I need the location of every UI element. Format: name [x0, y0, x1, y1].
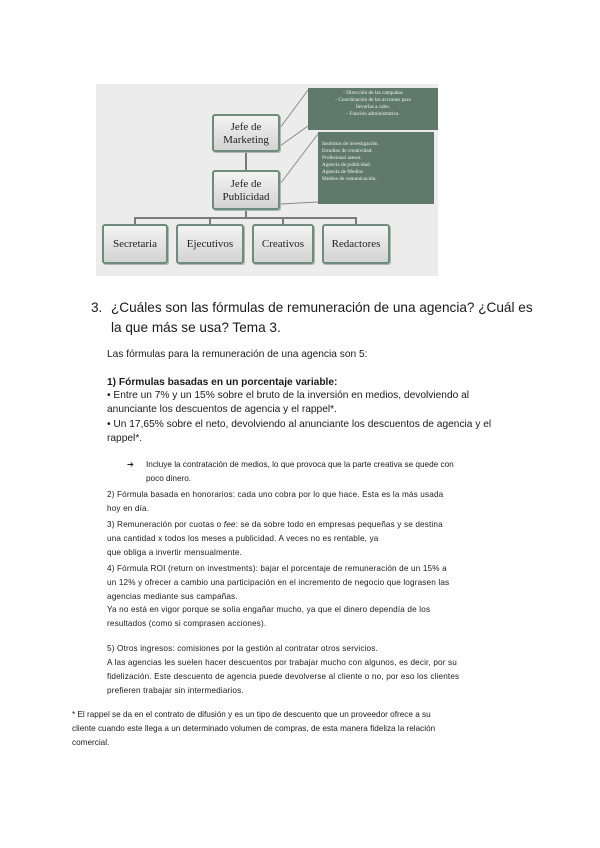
- node-label: Jefe de: [230, 178, 262, 190]
- question-line-1: ¿Cuáles son las fórmulas de remuneración de una agencia? ¿Cuál es: [111, 300, 533, 315]
- node-jefe-marketing: [212, 114, 280, 152]
- question-line-2: la que más se usa? Tema 3.: [111, 320, 281, 335]
- item3-line1: [107, 518, 443, 532]
- item4-line4: Ya no está en vigor porque se solía engañar mucho, ya que el dinero dependía de los: [107, 605, 431, 614]
- arrow-right-icon: ➔: [127, 460, 134, 469]
- section1-title: 1) Fórmulas basadas en un porcentaje variable:: [107, 377, 338, 388]
- node-ejecutivos: Ejecutivos: [176, 224, 244, 264]
- footnote-line2: cliente cuando este llega a un determinado volumen de compras, de esta manera fideliza la relación: [72, 724, 436, 733]
- item4-line1: 4) Fórmula ROI (return on investments): bajar el porcentaje de remuneración de un 15% a: [107, 564, 447, 573]
- item3-text: 3) Remuneración por cuotas o: [107, 520, 224, 529]
- note-line: - Dirección de las campañas: [343, 90, 403, 96]
- node-creativos: Creativos: [252, 224, 314, 264]
- note-line: Institutos de investigación.: [322, 141, 379, 147]
- footnote-line3: comercial.: [72, 738, 110, 747]
- section1-bullet2-line2: rappel*.: [107, 433, 143, 444]
- note-marketing-functions: [308, 88, 438, 130]
- node-label: Jefe de: [230, 121, 262, 133]
- section1-bullet2-line1: • Un 17,65% sobre el neto, devolviendo al anunciante los descuentos de agencia y el: [107, 419, 492, 430]
- item5-line4: prefieren trabajar sin intermediarios.: [107, 686, 244, 695]
- note-line: llevarlas a cabo.: [355, 104, 391, 110]
- item4-line2: un 12% y ofrecer a cambio una participación en el incremento de negocio que lograsen las: [107, 578, 450, 587]
- note-line: Agencia de publicidad.: [322, 162, 371, 168]
- note-line: Agencia de Medios: [322, 169, 364, 175]
- item3-line2: una cantidad x todos los meses a publicidad. A veces no es rentable, ya: [107, 534, 379, 543]
- section1-bullet1-line1: • Entre un 7% y un 15% sobre el bruto de la inversión en medios, devolviendo al: [107, 390, 470, 401]
- item5-line1: 5) Otros ingresos: comisiones por la gestión al contratar otros servicios.: [107, 644, 378, 653]
- note-line: Medios de comunicación.: [322, 176, 377, 182]
- note-line: Profesional asesor.: [322, 155, 362, 161]
- item3-fee-term: fee: [223, 520, 236, 529]
- item3-line3: que obliga a invertir mensualmente.: [107, 548, 242, 557]
- note-line: - Coordinación de las acciones para: [335, 97, 411, 103]
- arrow-note-line2: poco dinero.: [146, 474, 192, 483]
- node-jefe-publicidad: [212, 170, 280, 210]
- item4-line5: resultados (como si comprasen acciones).: [107, 619, 267, 628]
- question-number: 3.: [91, 300, 103, 315]
- note-line: - Función administrativa.: [346, 111, 400, 117]
- footnote-line1: * El rappel se da en el contrato de difusión y es un tipo de descuento que un proveedor ofrece a su: [72, 710, 431, 719]
- note-publicidad-entities: [318, 132, 434, 204]
- note-line: Estudios de creatividad.: [322, 148, 373, 154]
- item5-line2: A las agencias les suelen hacer descuentos por trabajar mucho con algunos, es decir, por su: [107, 658, 457, 667]
- item2-line2: hoy en día.: [107, 504, 150, 513]
- arrow-note-line1: Incluye la contratación de medios, lo que provoca que la parte creativa se quede con: [146, 460, 454, 469]
- node-label: Marketing: [223, 134, 269, 146]
- node-redactores: Redactores: [322, 224, 390, 264]
- section1-bullet1-line2: anunciante los descuentos de agencia y el rappel*.: [107, 404, 337, 415]
- item5-line3: fidelización. Este descuento de agencia puede devolverse al cliente o no, por eso los clientes: [107, 672, 460, 681]
- intro-text: Las fórmulas para la remuneración de una agencia son 5:: [107, 349, 368, 360]
- org-chart: [96, 84, 438, 276]
- node-secretaria: Secretaria: [102, 224, 168, 264]
- node-label: Publicidad: [222, 191, 270, 203]
- item4-line3: agencias mediante sus campañas.: [107, 592, 238, 601]
- item3-text: : se da sobre todo en empresas pequeñas y se destina: [235, 520, 443, 529]
- item2-line1: 2) Fórmula basada en honorarios: cada uno cobra por lo que hace. Esta es la más usada: [107, 490, 444, 499]
